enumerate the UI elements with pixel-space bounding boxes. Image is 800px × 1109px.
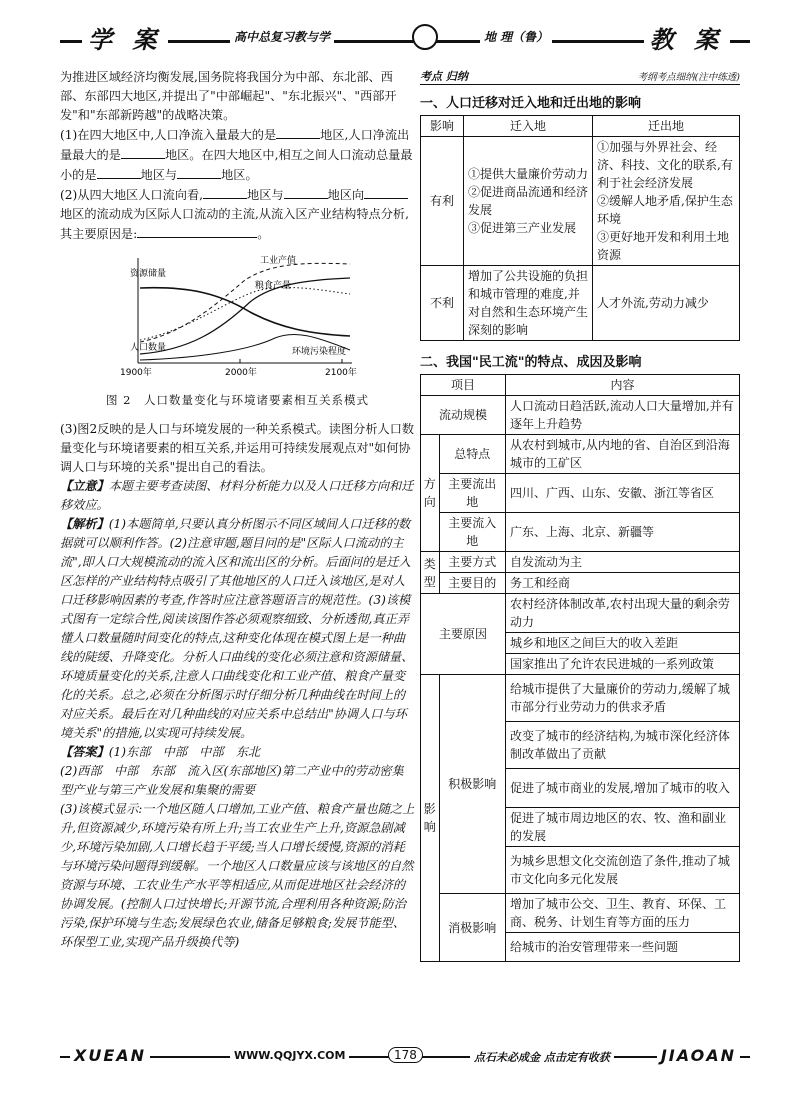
footer-left-brand: XUEAN <box>70 1046 150 1065</box>
t2-jiji-item: 改变了城市的经济结构,为城市深化经济体制改革做出了贡献 <box>506 722 740 769</box>
label-resource-reserves: 资源储量 <box>130 269 167 279</box>
t2-jiji-item: 促进了城市商业的发展,增加了城市的收入 <box>506 769 740 808</box>
curve-grain-output <box>140 287 350 340</box>
kaodian-right: 考纲考点细纳(注中练透) <box>637 72 740 83</box>
page-number: 178 <box>388 1047 423 1063</box>
figure-caption: 图 2 人口数量变化与环境诸要素相互关系模式 <box>106 393 369 407</box>
t2-liuchu: 四川、广西、山东、安徽、浙江等省区 <box>506 474 740 513</box>
t2-mudi-label: 主要目的 <box>439 573 505 594</box>
t2-jiji-label: 积极影响 <box>439 675 505 894</box>
liyi-text: 本题主要考查读图、材料分析能力以及人口迁移方向和迁移效应。 <box>60 479 414 512</box>
t2-liuru-label: 主要流入地 <box>439 513 505 552</box>
t1-buli-out: 人才外流,劳动力减少 <box>593 266 740 341</box>
t2-xiaoji-item: 给城市的治安管理带来一些问题 <box>506 933 740 962</box>
t2-xiaoji-label: 消极影响 <box>439 894 505 962</box>
header-title-1: 高中总复习教与学 <box>230 28 334 45</box>
label-population: 人口数量 <box>130 343 167 353</box>
t2-xiaoji-item: 增加了城市公交、卫生、教育、环保、工商、税务、计划生育等方面的压力 <box>506 894 740 933</box>
t1-cell-line: ③促进第三产业发展 <box>468 221 577 235</box>
question-3: (3)图2反映的是人口与环境发展的一种关系模式。读图分析人口数量变化与环境诸要素的相互关系,并运用可持续发展观点对"如何协调人口与环境的关系"提出自己的看法。 <box>60 422 415 474</box>
migration-impact-table <box>420 115 740 341</box>
t2-fangxiang-label: 方向 <box>421 435 440 552</box>
daan-3: (3)该模式显示:一个地区随人口增加,工业产值、粮食产量也随之上升,但资源减少,环境污染有所上升;当工农业生产上升,资源急剧减少,环境污染加剧,人口增长趋于平缓;当人口增长缓慢,资源的消耗与环境污染问题得到缓解。一个地区人口数量应该与该地区的自然资源与环境、工农业生产水平等相适应,从而促进地区社会经济的协调发展。(控制人口过快增长;开源节流,合理利用各种资源;防治污染,保护环境与生态;发展绿色农业,储备足够粮食;发展节能型、环保型工业,实现产品升级换代等) <box>60 802 415 949</box>
question-1 <box>60 125 415 185</box>
t2-header: 内容 <box>506 375 740 396</box>
logo-icon <box>412 24 438 50</box>
header-right-brand: 教 案 <box>644 20 730 55</box>
page-footer <box>60 1044 750 1074</box>
header-left-brand: 学 案 <box>82 20 168 55</box>
t1-header: 影响 <box>421 116 464 137</box>
t2-yuanyin-item: 国家推出了允许农民进城的一系列政策 <box>506 654 740 675</box>
curve-resource-reserves <box>140 288 350 336</box>
daan-1: (1)东部 中部 中部 东北 <box>108 745 261 759</box>
label-pollution: 环境污染程度 <box>292 347 347 357</box>
t2-jiji-item: 给城市提供了大量廉价的劳动力,缓解了城市部分行业劳动力的供求矛盾 <box>506 675 740 722</box>
figure-svg <box>60 250 415 385</box>
q2-text-d: 地区的流动成为区际人口流动的主流,从流入区产业结构特点分析,其主要原因是: <box>60 207 409 241</box>
q1-text-b: 地区,人口净流出量最大的是 <box>60 128 410 162</box>
t1-cell-line: ③更好地开发和利用土地资源 <box>597 230 730 262</box>
label-grain-output: 粮食产量 <box>255 281 292 291</box>
t1-cell-line: ②促进商品流通和经济发展 <box>468 185 589 217</box>
section-2-title: 二、我国"民工流"的特点、成因及影响 <box>420 355 642 370</box>
q1-text-c: 地区。在四大地区中,相互之间人口流动总量最小的是 <box>60 148 413 182</box>
t2-header: 项目 <box>421 375 506 396</box>
t1-cell-line: ②缓解人地矛盾,保护生态环境 <box>597 194 733 226</box>
q2-text-e: 。 <box>257 227 270 241</box>
jiexi-label: 【解析】 <box>60 517 109 531</box>
t1-cell-line: ①加强与外界社会、经济、科技、文化的联系,有利于社会经济发展 <box>597 140 733 190</box>
q1-text-e: 地区。 <box>221 168 258 182</box>
liyi-label: 【立意】 <box>60 479 109 493</box>
t2-jiji-item: 为城乡思想文化交流创造了条件,推动了城市文化向多元化发展 <box>506 847 740 894</box>
right-column <box>420 68 740 962</box>
t2-yingxiang-label: 影响 <box>421 675 440 962</box>
t1-youli-in <box>464 137 593 266</box>
t1-header: 迁入地 <box>464 116 593 137</box>
t1-youli-label: 有利 <box>421 137 464 266</box>
q2-text-c: 地区向 <box>327 188 365 202</box>
figure-2 <box>60 250 415 385</box>
t1-buli-label: 不利 <box>421 266 464 341</box>
answer-blank[interactable] <box>284 185 328 199</box>
page-header <box>60 18 750 60</box>
t2-yuanyin-label: 主要原因 <box>421 594 506 675</box>
left-column <box>60 68 415 952</box>
q2-text-a: (2)从四大地区人口流向看, <box>60 188 204 202</box>
t1-cell-line: ①提供大量廉价劳动力 <box>468 167 589 181</box>
answer-blank[interactable] <box>121 145 165 159</box>
question-2 <box>60 185 415 244</box>
t2-zongtedian: 从农村到城市,从内地的省、自治区到沿海城市的工矿区 <box>506 435 740 474</box>
t2-fangshi: 自发流动为主 <box>506 552 740 573</box>
t2-jiji-item: 促进了城市周边地区的农、牧、渔和副业的发展 <box>506 808 740 847</box>
t2-guimo-label: 流动规模 <box>421 396 506 435</box>
section-1-title: 一、人口迁移对迁入地和迁出地的影响 <box>420 96 642 111</box>
t2-yuanyin-item: 城乡和地区之间巨大的收入差距 <box>506 633 740 654</box>
header-title-2: 地 理（鲁） <box>480 28 552 45</box>
q2-text-b: 地区与 <box>247 188 284 202</box>
t2-leixing-label: 类型 <box>421 552 440 594</box>
intro-text: 为推进区域经济均衡发展,国务院将我国分为中部、东北部、西部、东部四大地区,并提出了"中部崛起"、"东北振兴"、"西部开发"和"东部新跨越"的战略决策。 <box>60 70 397 122</box>
daan-label: 【答案】 <box>60 745 109 759</box>
t2-liuru: 广东、上海、北京、新疆等 <box>506 513 740 552</box>
t2-liuchu-label: 主要流出地 <box>439 474 505 513</box>
q1-text-a: (1)在四大地区中,人口净流入量最大的是 <box>60 128 277 142</box>
jiexi-text: (1)本题简单,只要认真分析图示不同区域间人口迁移的数据就可以顺利作答。(2)注意审题,题目问的是"区际人口流动的主流",即人口大规模流动的流入区和流出区的分析。后面问的是迁入区怎样的产业结构特点吸引了其他地区的人口迁入该地区,是对人口迁移影响因素的考查,作答时应注意答题语言的规范性。(3)该模式图有一定综合性,阅读该图作答必须观察细致、分析透彻,真正弄懂人口数量随时间变化的特点,这种变化体现在模式图上是一种曲线的陡缓、升降变化。分析人口曲线的变化必须注意和资源储量、环境质量变化的关系,注意人口曲线变化和工业产值、粮食产量变化的关系。总之,必须在分析图示时仔细分析几种曲线在时间上的对应关系。最后在对几种曲线的对应关系中总结出"协调人口与环境关系"的措施,以实现可持续发展。 <box>60 517 414 740</box>
kaodian-left: 考点 归纳 <box>420 70 468 83</box>
label-industrial-output: 工业产值 <box>260 256 297 266</box>
footer-url: WWW.QQJYX.COM <box>230 1049 349 1062</box>
tick-1900: 1900年 <box>120 368 152 378</box>
daan-paragraph <box>60 743 415 762</box>
tick-2000: 2000年 <box>225 368 257 378</box>
liyi-paragraph <box>60 477 415 515</box>
answer-blank[interactable] <box>364 185 408 199</box>
kaodian-bar <box>420 68 740 85</box>
footer-slogan: 点石未必成金 点击定有收获 <box>470 1049 614 1065</box>
t2-fangshi-label: 主要方式 <box>439 552 505 573</box>
answer-blank[interactable] <box>276 125 320 139</box>
answer-blank[interactable] <box>137 224 257 238</box>
t2-mudi: 务工和经商 <box>506 573 740 594</box>
answer-blank[interactable] <box>177 165 221 179</box>
t1-buli-in: 增加了公共设施的负担和城市管理的难度,并对自然和生态环境产生深刻的影响 <box>464 266 593 341</box>
t2-zongtedian-label: 总特点 <box>439 435 505 474</box>
migrant-worker-table <box>420 374 740 962</box>
tick-2100: 2100年 <box>325 368 357 378</box>
answer-blank[interactable] <box>97 165 141 179</box>
t2-guimo: 人口流动日趋活跃,流动人口大量增加,并有逐年上升趋势 <box>506 396 740 435</box>
jiexi-paragraph <box>60 515 415 743</box>
t1-youli-out <box>593 137 740 266</box>
t1-header: 迁出地 <box>593 116 740 137</box>
daan-2: (2)西部 中部 东部 流入区(东部地区)第二产业中的劳动密集型产业与第三产业发展和集聚的需要 <box>60 764 404 797</box>
footer-right-brand: JIAOAN <box>657 1046 740 1065</box>
q1-text-d: 地区与 <box>140 168 178 182</box>
answer-blank[interactable] <box>203 185 247 199</box>
t2-yuanyin-item: 农村经济体制改革,农村出现大量的剩余劳动力 <box>506 594 740 633</box>
